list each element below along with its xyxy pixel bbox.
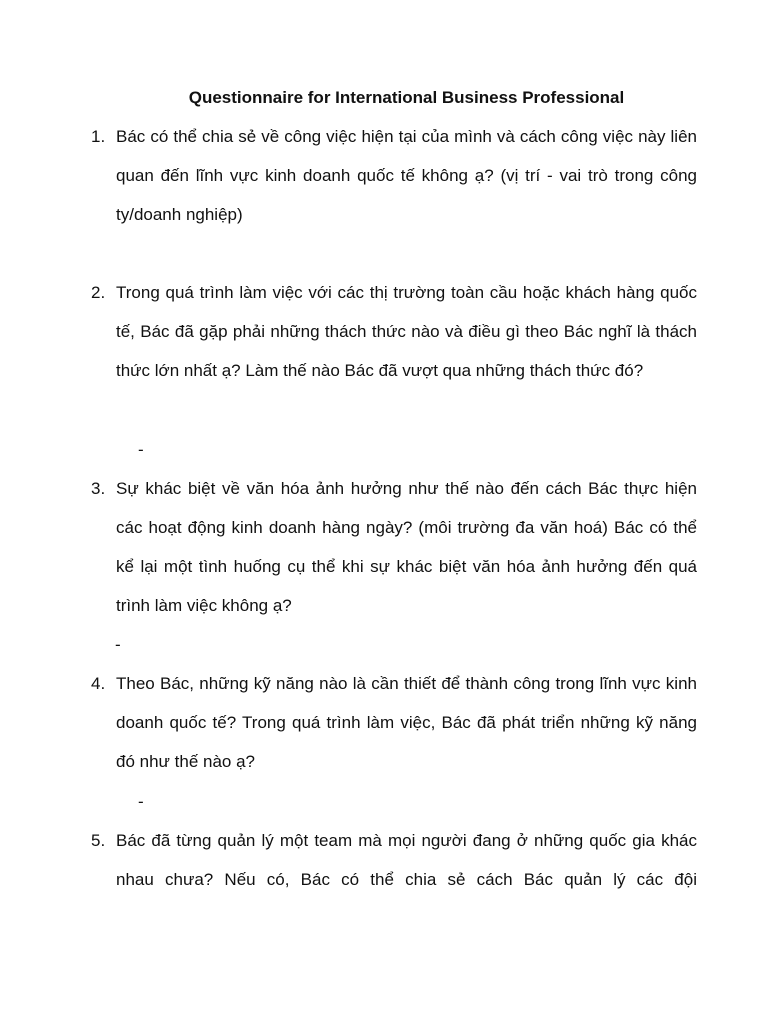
question-text: Trong quá trình làm việc với các thị trường toàn cầu hoặc khách hàng quốc tế, Bác đã gặp phải những thách thức nào và điều gì theo Bác nghĩ là thách thức lớn nhất ạ? Làm thế nào Bác đã vượt qua những thách thức đó? <box>116 283 697 380</box>
question-number: 2. <box>91 283 106 302</box>
question-1 <box>91 117 697 234</box>
answer-placeholder-4: - <box>138 792 144 811</box>
question-text: Bác có thể chia sẻ về công việc hiện tại của mình và cách công việc này liên quan đến lĩnh vực kinh doanh quốc tế không ạ? (vị trí - vai trò trong công ty/doanh nghiệp) <box>116 127 697 224</box>
question-3 <box>91 469 697 625</box>
question-number: 3. <box>91 479 106 498</box>
question-number: 5. <box>91 831 106 850</box>
question-number: 4. <box>91 674 106 693</box>
question-number: 1. <box>91 127 106 146</box>
question-text: Sự khác biệt về văn hóa ảnh hưởng như thế nào đến cách Bác thực hiện các hoạt động kinh doanh hàng ngày? (môi trường đa văn hoá) Bác có thể kể lại một tình huống cụ thể khi sự khác biệt văn hóa ảnh hưởng đến quá trình làm việc không ạ? <box>116 479 697 615</box>
question-text: Theo Bác, những kỹ năng nào là cần thiết để thành công trong lĩnh vực kinh doanh quốc tế? Trong quá trình làm việc, Bác đã phát triển những kỹ năng đó như thế nào ạ? <box>116 674 697 771</box>
answer-placeholder-2: - <box>138 440 144 459</box>
question-4 <box>91 664 697 781</box>
question-2 <box>91 273 697 390</box>
question-5 <box>91 821 697 899</box>
document-title: Questionnaire for International Business Professional <box>188 88 625 107</box>
answer-placeholder-3: - <box>115 635 121 654</box>
question-text: Bác đã từng quản lý một team mà mọi người đang ở những quốc gia khác nhau chưa? Nếu có, Bác có thể chia sẻ cách Bác quản lý các đội <box>116 831 697 889</box>
